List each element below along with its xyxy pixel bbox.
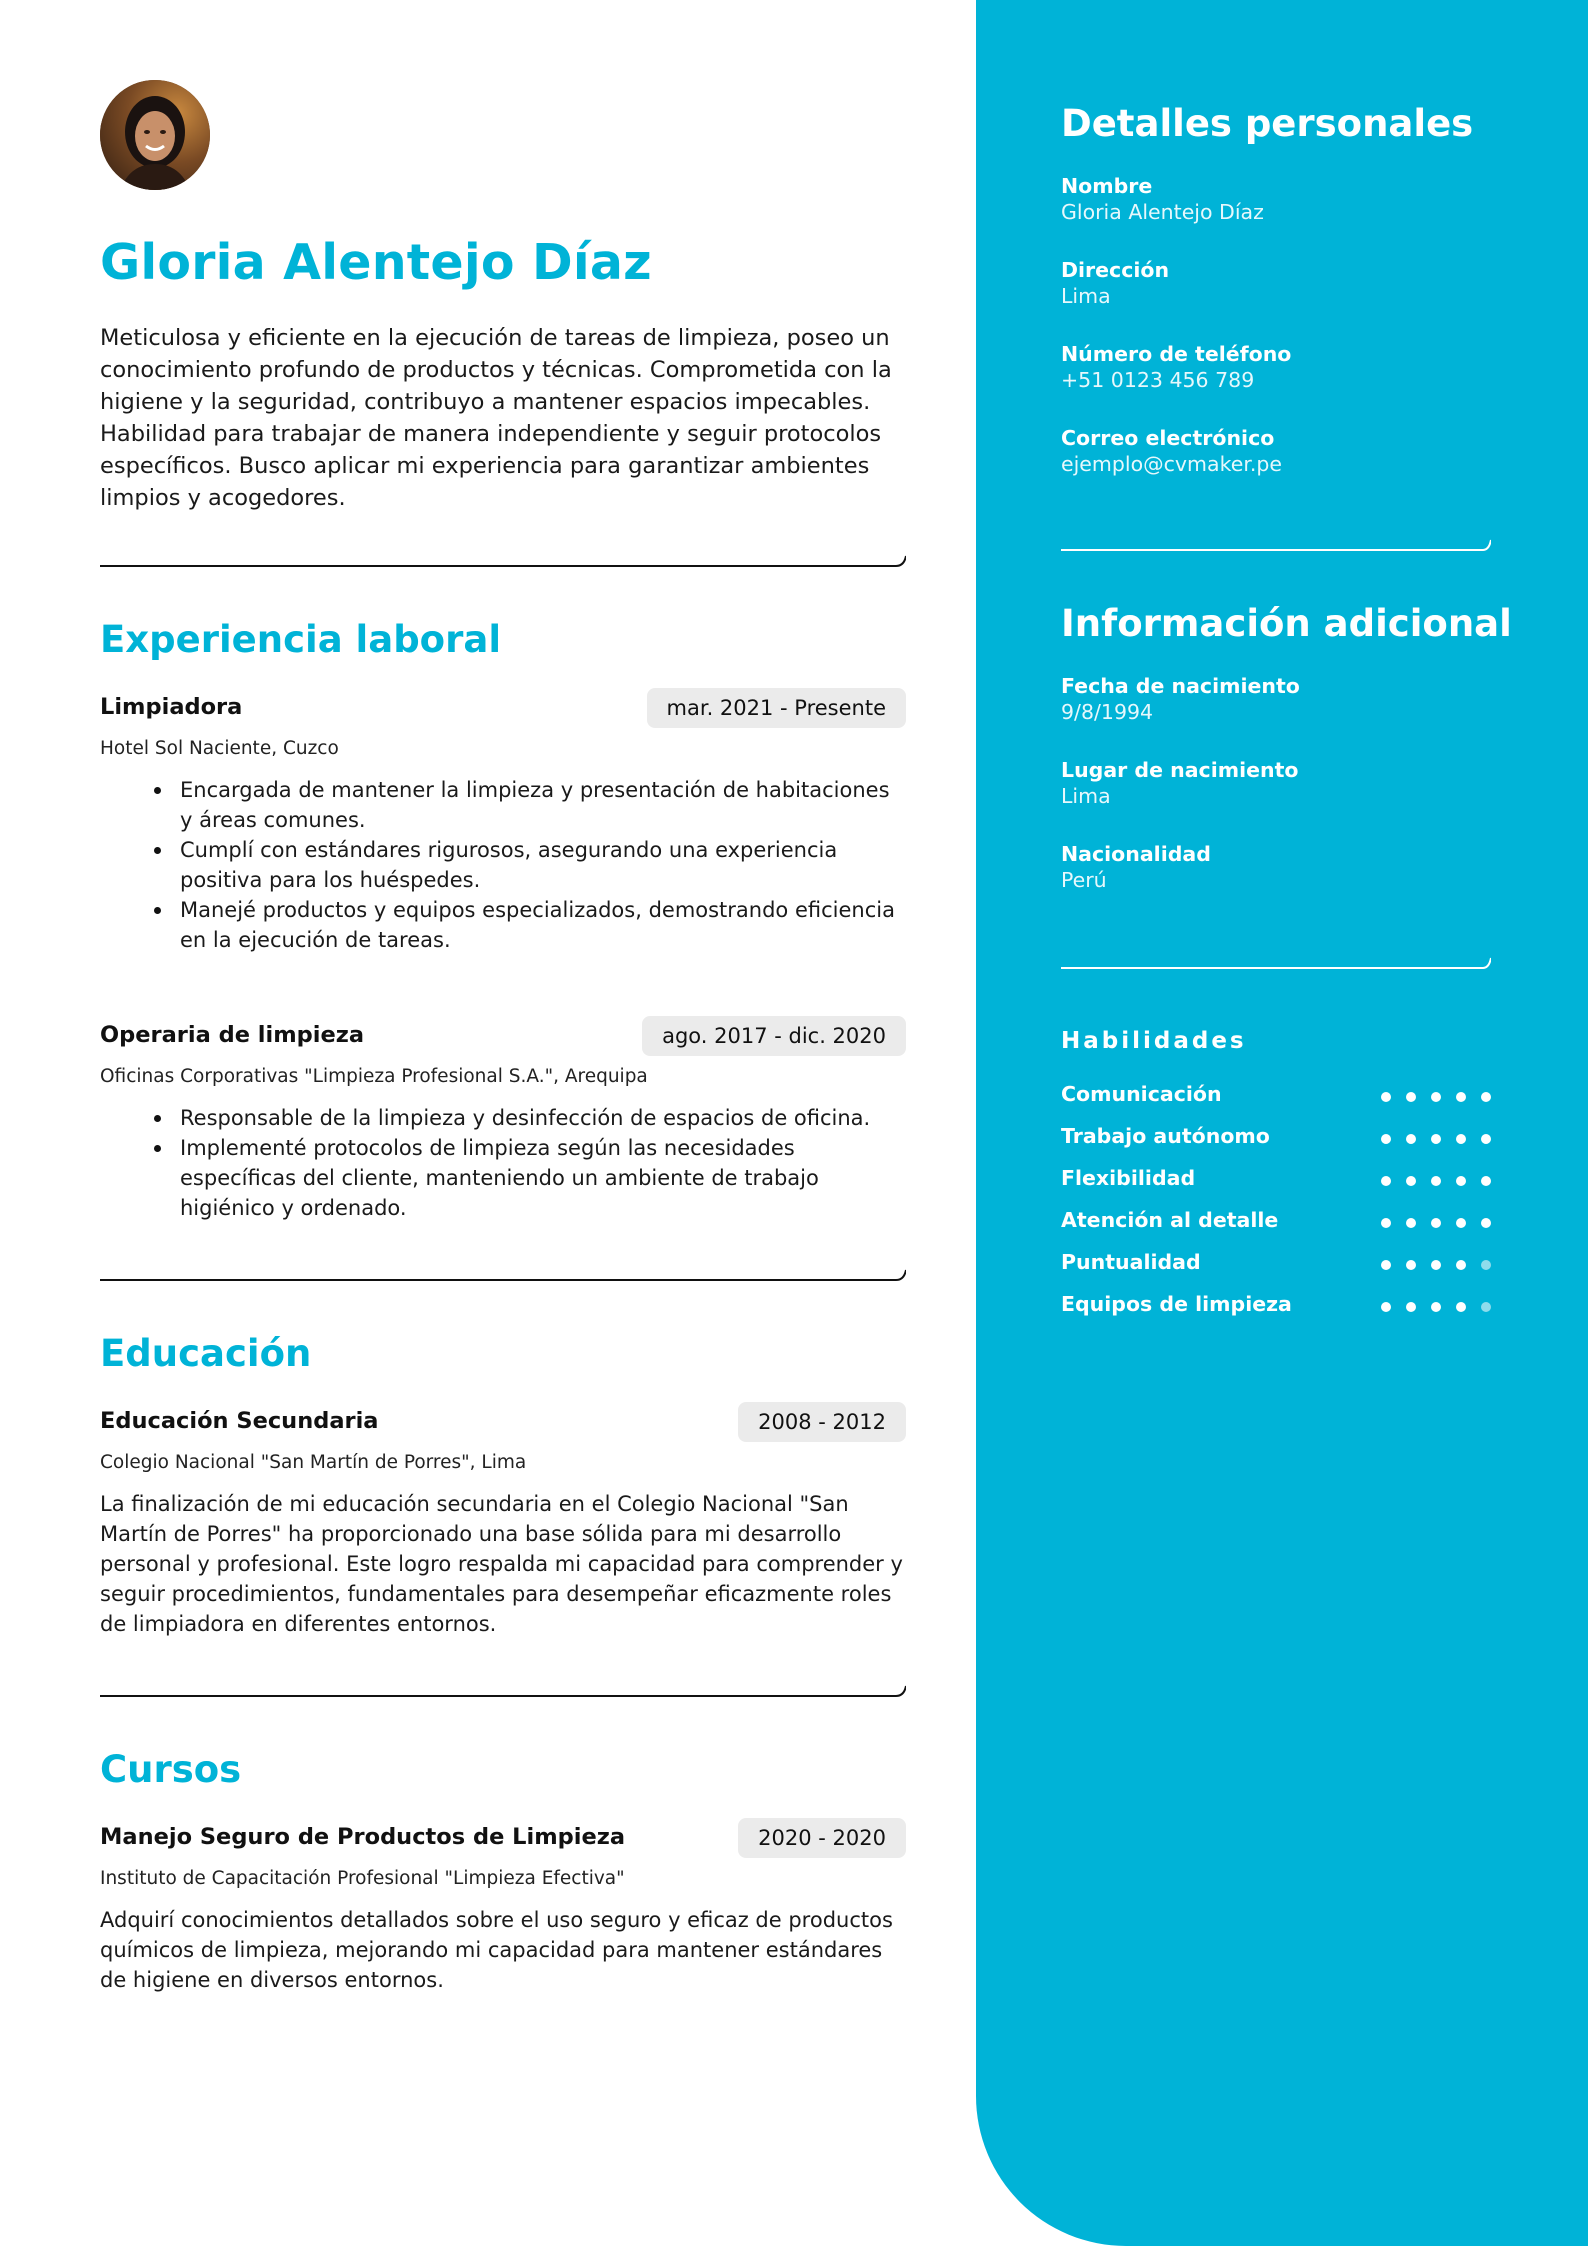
detail-label: Dirección	[1061, 258, 1170, 282]
skill-level-dots	[1381, 1134, 1491, 1144]
courses-section-title: Cursos	[100, 1748, 242, 1791]
detail-value: Lima	[1061, 284, 1111, 308]
skill-dot-filled	[1431, 1302, 1441, 1312]
section-divider	[100, 548, 906, 568]
sidebar-divider	[1061, 532, 1491, 552]
education-section-title: Educación	[100, 1332, 312, 1375]
education-entry	[100, 1402, 906, 1639]
skill-dot-filled	[1431, 1134, 1441, 1144]
experience-section-title: Experiencia laboral	[100, 618, 502, 661]
skills-title: Habilidades	[1061, 1028, 1247, 1054]
detail-value: 9/8/1994	[1061, 700, 1154, 724]
list-item: Encargada de mantener la limpieza y presentación de habitaciones y áreas comunes.	[180, 775, 906, 835]
skill-dot-filled	[1431, 1260, 1441, 1270]
skill-dot-filled	[1381, 1260, 1391, 1270]
skill-dot-filled	[1481, 1092, 1491, 1102]
detail-value: Lima	[1061, 784, 1111, 808]
skill-dot-empty	[1481, 1260, 1491, 1270]
candidate-name: Gloria Alentejo Díaz	[100, 234, 652, 291]
profile-photo-icon	[100, 80, 210, 190]
list-item: Implementé protocolos de limpieza según las necesidades específicas del cliente, manteniendo un ambiente de trabajo higiénico y ordenado.	[180, 1133, 906, 1223]
skill-level-dots	[1381, 1260, 1491, 1270]
date-badge: 2020 - 2020	[738, 1818, 906, 1858]
avatar	[100, 80, 210, 190]
detail-name	[1061, 174, 1264, 224]
skill-name: Atención al detalle	[1061, 1208, 1279, 1232]
school: Colegio Nacional "San Martín de Porres", Lima	[100, 1452, 527, 1473]
detail-label: Nombre	[1061, 174, 1153, 198]
date-badge: mar. 2021 - Presente	[647, 688, 906, 728]
job-title: Limpiadora	[100, 694, 243, 720]
skill-dot-filled	[1456, 1260, 1466, 1270]
detail-label: Correo electrónico	[1061, 426, 1275, 450]
detail-email	[1061, 426, 1282, 476]
skill-level-dots	[1381, 1218, 1491, 1228]
skill-dot-filled	[1381, 1092, 1391, 1102]
detail-value: Perú	[1061, 868, 1107, 892]
responsibilities-list	[100, 775, 906, 955]
skill-dot-filled	[1381, 1302, 1391, 1312]
skill-dot-empty	[1481, 1302, 1491, 1312]
course-entry	[100, 1818, 906, 1995]
date-badge: ago. 2017 - dic. 2020	[642, 1016, 906, 1056]
section-divider	[100, 1262, 906, 1282]
additional-info-title: Información adicional	[1061, 602, 1512, 645]
skill-row	[1061, 1292, 1491, 1322]
skill-level-dots	[1381, 1176, 1491, 1186]
experience-entry	[100, 1016, 906, 1223]
skill-name: Equipos de limpieza	[1061, 1292, 1292, 1316]
skill-dot-filled	[1481, 1134, 1491, 1144]
experience-entry	[100, 688, 906, 955]
employer: Hotel Sol Naciente, Cuzco	[100, 738, 339, 759]
degree-title: Educación Secundaria	[100, 1408, 379, 1434]
sidebar	[976, 0, 1588, 2246]
course-description: Adquirí conocimientos detallados sobre el uso seguro y eficaz de productos químicos de limpieza, mejorando mi capacidad para mantener estándares de higiene en diversos entornos.	[100, 1908, 893, 1992]
skill-row	[1061, 1082, 1491, 1112]
detail-address	[1061, 258, 1169, 308]
list-item: Manejé productos y equipos especializados, demostrando eficiencia en la ejecución de tareas.	[180, 895, 906, 955]
detail-label: Lugar de nacimiento	[1061, 758, 1299, 782]
skill-name: Puntualidad	[1061, 1250, 1201, 1274]
skill-dot-filled	[1456, 1218, 1466, 1228]
skill-level-dots	[1381, 1302, 1491, 1312]
detail-value: +51 0123 456 789	[1061, 368, 1255, 392]
detail-value: Gloria Alentejo Díaz	[1061, 200, 1264, 224]
responsibilities-list	[100, 1103, 906, 1223]
detail-birthplace	[1061, 758, 1299, 808]
section-divider	[100, 1678, 906, 1698]
institution: Instituto de Capacitación Profesional "Limpieza Efectiva"	[100, 1868, 625, 1889]
skill-dot-filled	[1406, 1134, 1416, 1144]
skill-dot-filled	[1481, 1218, 1491, 1228]
skill-dot-filled	[1481, 1176, 1491, 1186]
skill-dot-filled	[1431, 1092, 1441, 1102]
skill-dot-filled	[1406, 1176, 1416, 1186]
detail-birthdate	[1061, 674, 1300, 724]
date-badge: 2008 - 2012	[738, 1402, 906, 1442]
skill-dot-filled	[1431, 1176, 1441, 1186]
detail-label: Nacionalidad	[1061, 842, 1211, 866]
job-title: Operaria de limpieza	[100, 1022, 365, 1048]
personal-details-title: Detalles personales	[1061, 102, 1474, 145]
skill-name: Flexibilidad	[1061, 1166, 1196, 1190]
skill-dot-filled	[1406, 1092, 1416, 1102]
sidebar-divider	[1061, 950, 1491, 970]
skill-name: Trabajo autónomo	[1061, 1124, 1270, 1148]
skill-dot-filled	[1456, 1092, 1466, 1102]
skill-name: Comunicación	[1061, 1082, 1222, 1106]
list-item: Cumplí con estándares rigurosos, asegurando una experiencia positiva para los huéspedes.	[180, 835, 906, 895]
skill-row	[1061, 1166, 1491, 1196]
detail-value: ejemplo@cvmaker.pe	[1061, 452, 1283, 476]
skill-dot-filled	[1406, 1260, 1416, 1270]
skill-dot-filled	[1406, 1218, 1416, 1228]
skill-row	[1061, 1208, 1491, 1238]
skill-dot-filled	[1456, 1176, 1466, 1186]
profile-summary: Meticulosa y eficiente en la ejecución de tareas de limpieza, poseo un conocimiento profundo de productos y técnicas. Comprometida con la higiene y la seguridad, contribuyo a mantener espacios impecables. Habilidad para trabajar de manera independiente y seguir protocolos específicos. Busco aplicar mi experiencia para garantizar ambientes limpios y acogedores.	[100, 325, 892, 511]
detail-nationality	[1061, 842, 1211, 892]
list-item: Responsable de la limpieza y desinfección de espacios de oficina.	[180, 1103, 906, 1133]
skill-dot-filled	[1381, 1134, 1391, 1144]
skill-level-dots	[1381, 1092, 1491, 1102]
course-title: Manejo Seguro de Productos de Limpieza	[100, 1824, 626, 1850]
skill-dot-filled	[1381, 1218, 1391, 1228]
skill-dot-filled	[1456, 1134, 1466, 1144]
skill-dot-filled	[1406, 1302, 1416, 1312]
skill-dot-filled	[1381, 1176, 1391, 1186]
skill-row	[1061, 1250, 1491, 1280]
detail-label: Fecha de nacimiento	[1061, 674, 1300, 698]
detail-phone	[1061, 342, 1291, 392]
skill-row	[1061, 1124, 1491, 1154]
education-description: La finalización de mi educación secundaria en el Colegio Nacional "San Martín de Porres" ha proporcionado una base sólida para mi desarrollo personal y profesional. Este logro respalda mi capacidad para comprender y seguir procedimientos, fundamentales para desempeñar eficazmente roles de limpiadora en diferentes entornos.	[100, 1492, 903, 1636]
skill-dot-filled	[1456, 1302, 1466, 1312]
employer: Oficinas Corporativas "Limpieza Profesional S.A.", Arequipa	[100, 1066, 648, 1087]
skill-dot-filled	[1431, 1218, 1441, 1228]
detail-label: Número de teléfono	[1061, 342, 1292, 366]
